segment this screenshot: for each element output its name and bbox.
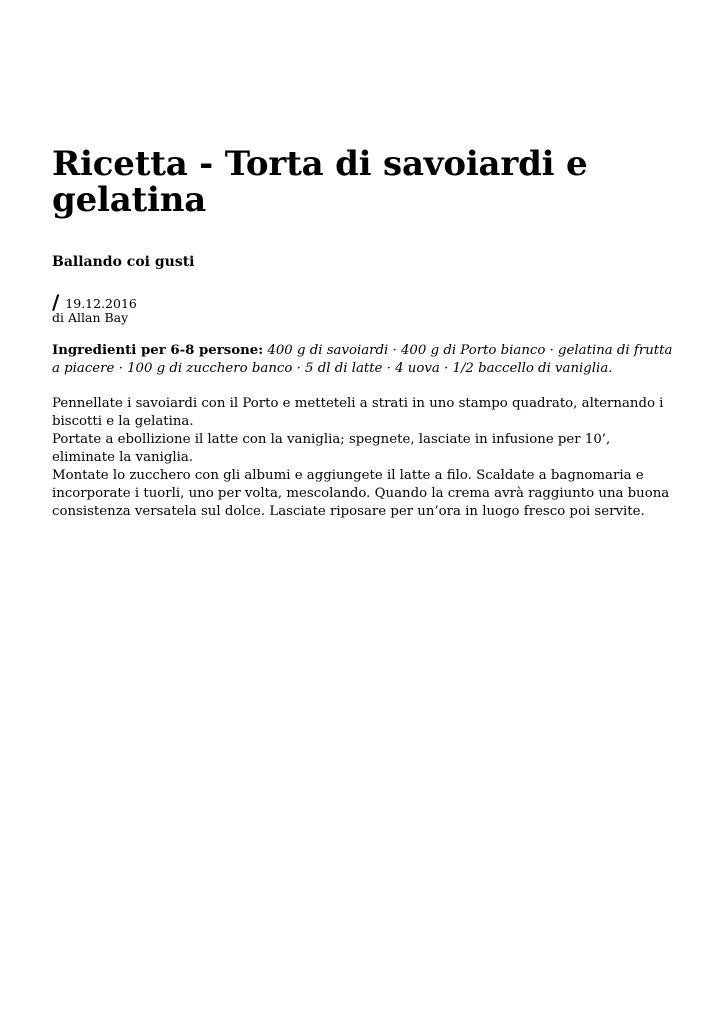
ingredients-list: 400 g di savoiardi · 400 g di Porto bianco · gelatina di frutta a piacere · 100 g di zucchero banco · 5 dl di latte · 4 uova · 1/2 baccello di vaniglia. [52,343,673,376]
author-byline: di Allan Bay [52,310,129,325]
article-meta [52,290,674,325]
date-line [52,290,674,314]
step-paragraph: Montate lo zucchero con gli albumi e aggiungete il latte a filo. Scaldate a bagnomaria e incorporate i tuorli, uno per volta, mescolando. Quando la crema avrà raggiunto una buona consistenza versatela sul dolce. Lasciate riposare per un’ora in luogo fresco poi servite. [52,468,670,519]
step-paragraph: Portate a ebollizione il latte con la vaniglia; spegnete, lasciate in infusione per 10’, eliminate la vaniglia. [52,432,611,465]
ingredients-paragraph [52,342,674,378]
preparation-steps [52,395,674,521]
article [52,146,674,521]
step-paragraph: Pennellate i savoiardi con il Porto e metteteli a strati in uno stampo quadrato, alternando i biscotti e la gelatina. [52,396,664,429]
separator-slash: / [52,290,60,314]
publish-date: 19.12.2016 [65,296,137,311]
article-subtitle: Ballando coi gusti [52,254,195,270]
ingredients-label: Ingredienti per 6-8 persone: [52,343,264,358]
page-title: Ricetta - Torta di savoiardi e gelatina [52,144,588,220]
